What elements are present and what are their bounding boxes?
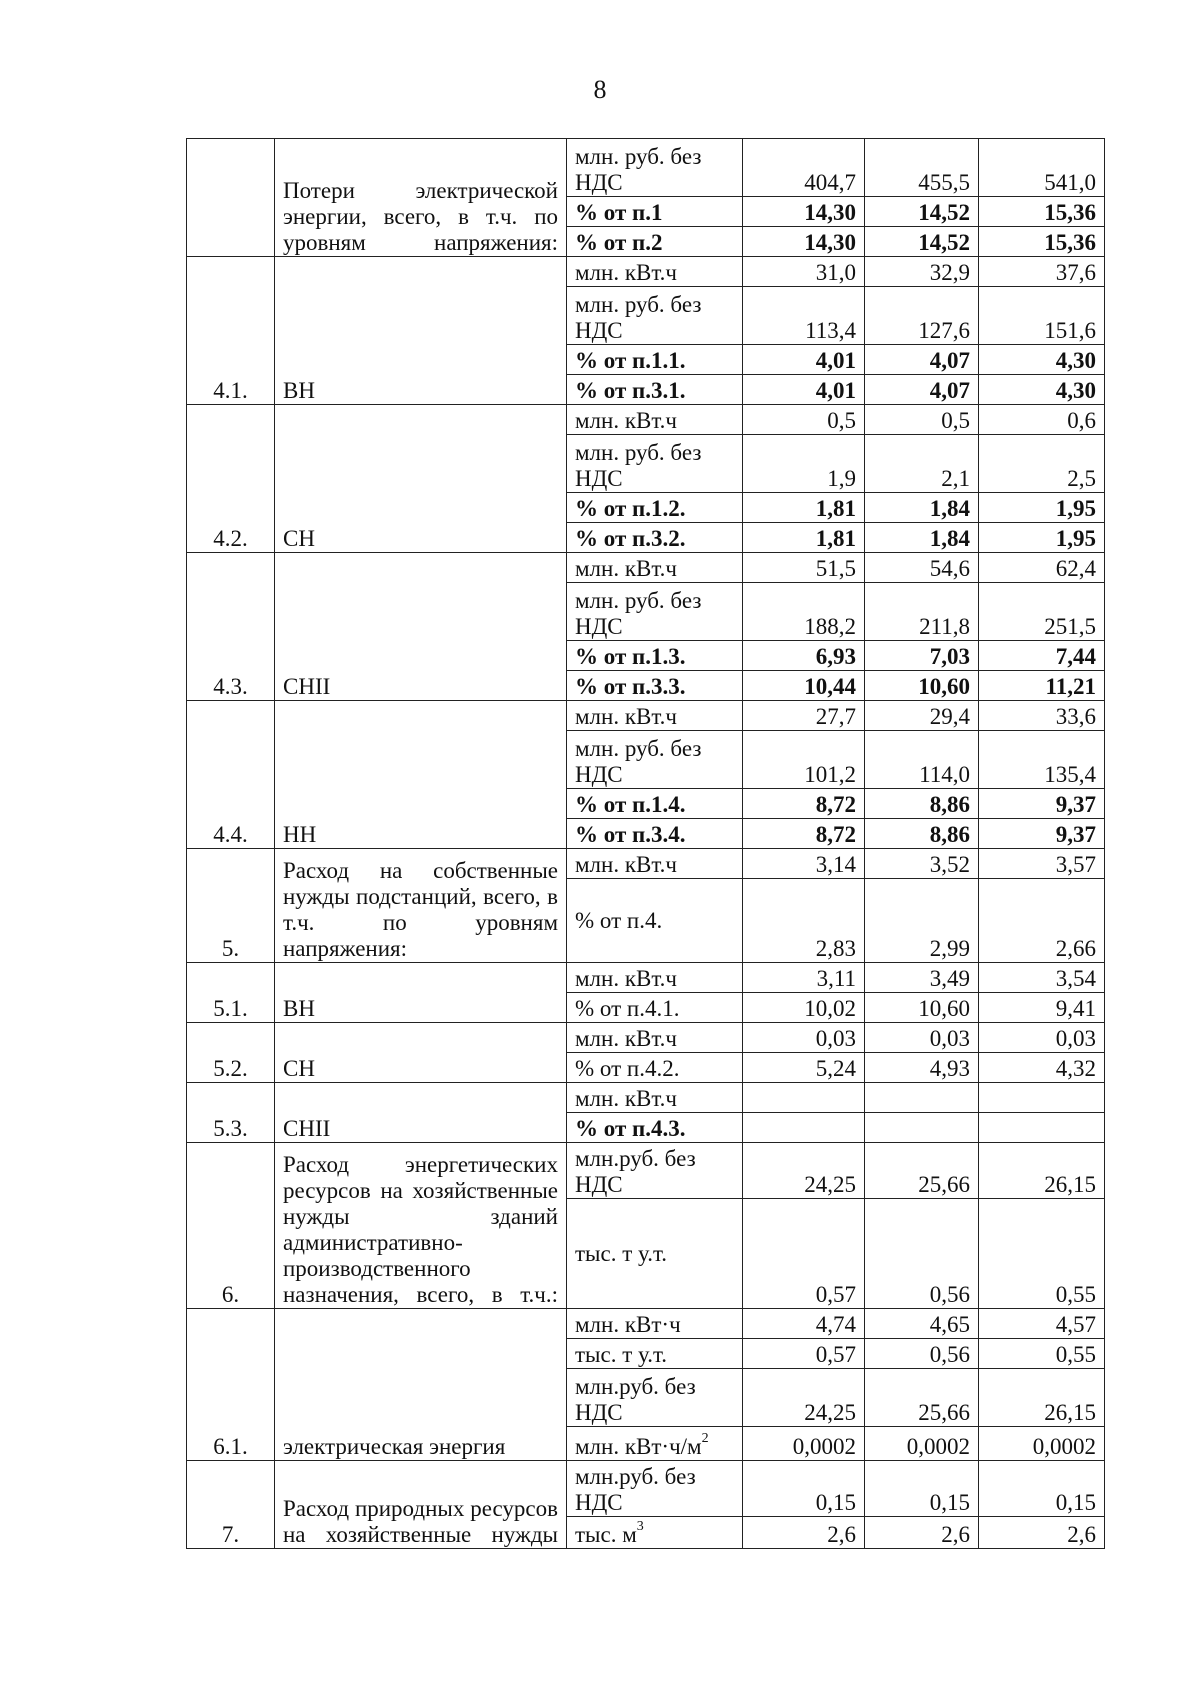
row-name: СНII [275, 1083, 567, 1143]
value-cell: 127,6 [865, 287, 979, 345]
unit-cell: млн. кВт.ч [567, 405, 743, 435]
value-cell: 9,37 [979, 789, 1105, 819]
value-cell: 2,66 [979, 879, 1105, 963]
value-cell: 2,83 [743, 879, 865, 963]
unit-text: млн. кВт·ч/м [575, 1434, 702, 1459]
unit-cell: % от п.4. [567, 879, 743, 963]
table-row [187, 1083, 1105, 1113]
value-cell: 9,41 [979, 993, 1105, 1023]
value-cell: 4,30 [979, 345, 1105, 375]
value-cell: 8,86 [865, 789, 979, 819]
table-row [187, 553, 1105, 583]
value-cell: 2,1 [865, 435, 979, 493]
value-cell: 27,7 [743, 701, 865, 731]
value-cell: 4,93 [865, 1053, 979, 1083]
value-cell: 31,0 [743, 257, 865, 287]
value-cell: 37,6 [979, 257, 1105, 287]
unit-cell: млн. кВт.ч [567, 1083, 743, 1113]
value-cell: 0,56 [865, 1199, 979, 1309]
table-row [187, 849, 1105, 879]
value-cell: 0,6 [979, 405, 1105, 435]
value-cell: 4,01 [743, 375, 865, 405]
unit-cell: млн. руб. без НДС [567, 731, 743, 789]
unit-cell: % от п.4.3. [567, 1113, 743, 1143]
value-cell: 4,32 [979, 1053, 1105, 1083]
value-cell: 33,6 [979, 701, 1105, 731]
row-number: 6.1. [187, 1309, 275, 1461]
unit-cell: % от п.1.3. [567, 641, 743, 671]
row-name: СНII [275, 553, 567, 701]
value-cell: 4,57 [979, 1309, 1105, 1339]
value-cell: 26,15 [979, 1143, 1105, 1199]
value-cell: 51,5 [743, 553, 865, 583]
unit-cell: % от п.1.2. [567, 493, 743, 523]
unit-cell: млн. руб. без НДС [567, 583, 743, 641]
row-name: Расход природных ресурсов на хозяйственные нужды [275, 1461, 567, 1549]
row-name: СН [275, 1023, 567, 1083]
value-cell: 25,66 [865, 1143, 979, 1199]
row-number: 5. [187, 849, 275, 963]
row-name: Потери электрической энергии, всего, в т.ч. по уровням напряжения: [275, 139, 567, 257]
row-name: НН [275, 701, 567, 849]
value-cell: 14,30 [743, 227, 865, 257]
indicators-table [186, 138, 1105, 1549]
value-cell: 14,30 [743, 197, 865, 227]
value-cell: 15,36 [979, 197, 1105, 227]
row-name: электрическая энергия [275, 1309, 567, 1461]
value-cell: 3,54 [979, 963, 1105, 993]
value-cell: 29,4 [865, 701, 979, 731]
row-number [187, 139, 275, 257]
value-cell: 54,6 [865, 553, 979, 583]
row-number: 7. [187, 1461, 275, 1549]
table-row [187, 405, 1105, 435]
page-number: 8 [593, 75, 607, 104]
table-row [187, 1309, 1105, 1339]
value-cell: 4,65 [865, 1309, 979, 1339]
row-number: 4.2. [187, 405, 275, 553]
value-cell: 26,15 [979, 1369, 1105, 1427]
unit-superscript: 2 [701, 1431, 709, 1447]
value-cell: 541,0 [979, 139, 1105, 197]
row-number: 5.1. [187, 963, 275, 1023]
row-number: 4.1. [187, 257, 275, 405]
unit-cell: млн. кВт·ч [567, 1309, 743, 1339]
value-cell: 0,15 [979, 1461, 1105, 1517]
value-cell: 9,37 [979, 819, 1105, 849]
unit-cell [567, 1427, 743, 1461]
value-cell: 14,52 [865, 227, 979, 257]
value-cell: 0,55 [979, 1339, 1105, 1369]
row-name: СН [275, 405, 567, 553]
value-cell: 0,57 [743, 1339, 865, 1369]
row-number: 4.4. [187, 701, 275, 849]
value-cell: 0,55 [979, 1199, 1105, 1309]
value-cell: 5,24 [743, 1053, 865, 1083]
value-cell: 3,14 [743, 849, 865, 879]
value-cell: 3,11 [743, 963, 865, 993]
unit-cell [567, 1517, 743, 1549]
unit-cell: % от п.1 [567, 197, 743, 227]
value-cell: 4,30 [979, 375, 1105, 405]
value-cell: 7,44 [979, 641, 1105, 671]
unit-cell: % от п.3.4. [567, 819, 743, 849]
table-row [187, 139, 1105, 197]
value-cell: 151,6 [979, 287, 1105, 345]
value-cell: 2,99 [865, 879, 979, 963]
value-cell: 188,2 [743, 583, 865, 641]
unit-cell: млн.руб. без НДС [567, 1461, 743, 1517]
unit-cell: млн. кВт.ч [567, 701, 743, 731]
value-cell: 113,4 [743, 287, 865, 345]
unit-cell: млн. руб. без НДС [567, 287, 743, 345]
value-cell: 4,07 [865, 345, 979, 375]
value-cell: 1,81 [743, 523, 865, 553]
table-row [187, 1023, 1105, 1053]
table-row [187, 701, 1105, 731]
value-cell: 455,5 [865, 139, 979, 197]
row-number: 4.3. [187, 553, 275, 701]
value-cell: 24,25 [743, 1369, 865, 1427]
value-cell: 2,5 [979, 435, 1105, 493]
value-cell: 114,0 [865, 731, 979, 789]
value-cell: 3,52 [865, 849, 979, 879]
value-cell: 0,03 [979, 1023, 1105, 1053]
unit-superscript: 3 [636, 1519, 644, 1535]
table-row [187, 1143, 1105, 1199]
value-cell: 10,44 [743, 671, 865, 701]
value-cell: 0,15 [865, 1461, 979, 1517]
value-cell: 8,86 [865, 819, 979, 849]
value-cell: 211,8 [865, 583, 979, 641]
value-cell: 0,5 [865, 405, 979, 435]
unit-cell: % от п.3.3. [567, 671, 743, 701]
row-name: ВН [275, 963, 567, 1023]
table-row [187, 257, 1105, 287]
value-cell: 0,56 [865, 1339, 979, 1369]
value-cell [865, 1083, 979, 1113]
value-cell: 8,72 [743, 789, 865, 819]
value-cell [979, 1083, 1105, 1113]
value-cell: 0,5 [743, 405, 865, 435]
value-cell: 10,60 [865, 671, 979, 701]
unit-cell: % от п.1.4. [567, 789, 743, 819]
value-cell: 404,7 [743, 139, 865, 197]
row-name: ВН [275, 257, 567, 405]
value-cell: 4,74 [743, 1309, 865, 1339]
value-cell: 1,95 [979, 493, 1105, 523]
unit-cell: тыс. т у.т. [567, 1199, 743, 1309]
value-cell: 4,01 [743, 345, 865, 375]
value-cell: 135,4 [979, 731, 1105, 789]
value-cell: 11,21 [979, 671, 1105, 701]
value-cell: 62,4 [979, 553, 1105, 583]
value-cell [979, 1113, 1105, 1143]
value-cell: 6,93 [743, 641, 865, 671]
row-number: 5.3. [187, 1083, 275, 1143]
row-number: 6. [187, 1143, 275, 1309]
value-cell: 2,6 [979, 1517, 1105, 1549]
unit-cell: тыс. т у.т. [567, 1339, 743, 1369]
unit-cell: млн.руб. без НДС [567, 1143, 743, 1199]
table-row [187, 963, 1105, 993]
value-cell [743, 1113, 865, 1143]
value-cell [865, 1113, 979, 1143]
value-cell: 0,0002 [743, 1427, 865, 1461]
value-cell: 0,15 [743, 1461, 865, 1517]
value-cell: 8,72 [743, 819, 865, 849]
value-cell: 2,6 [865, 1517, 979, 1549]
value-cell: 0,0002 [865, 1427, 979, 1461]
unit-cell: % от п.3.1. [567, 375, 743, 405]
value-cell: 1,84 [865, 523, 979, 553]
value-cell: 251,5 [979, 583, 1105, 641]
value-cell: 32,9 [865, 257, 979, 287]
value-cell: 0,03 [743, 1023, 865, 1053]
value-cell: 1,81 [743, 493, 865, 523]
unit-cell: млн. кВт.ч [567, 1023, 743, 1053]
value-cell: 14,52 [865, 197, 979, 227]
unit-cell: млн. кВт.ч [567, 553, 743, 583]
row-name: Расход энергетических ресурсов на хозяйственные нужды зданий административно-производственного назначения, всего, в т.ч.: [275, 1143, 567, 1309]
unit-cell: млн. кВт.ч [567, 849, 743, 879]
unit-cell: % от п.2 [567, 227, 743, 257]
unit-cell: % от п.4.1. [567, 993, 743, 1023]
unit-cell: % от п.4.2. [567, 1053, 743, 1083]
value-cell: 10,02 [743, 993, 865, 1023]
unit-cell: млн. кВт.ч [567, 257, 743, 287]
unit-cell: млн.руб. без НДС [567, 1369, 743, 1427]
row-name: Расход на собственные нужды подстанций, всего, в т.ч. по уровням напряжения: [275, 849, 567, 963]
unit-cell: млн. руб. без НДС [567, 139, 743, 197]
unit-cell: млн. руб. без НДС [567, 435, 743, 493]
value-cell: 0,03 [865, 1023, 979, 1053]
value-cell: 15,36 [979, 227, 1105, 257]
value-cell: 2,6 [743, 1517, 865, 1549]
value-cell: 0,57 [743, 1199, 865, 1309]
row-number: 5.2. [187, 1023, 275, 1083]
value-cell: 25,66 [865, 1369, 979, 1427]
value-cell: 1,84 [865, 493, 979, 523]
value-cell: 0,0002 [979, 1427, 1105, 1461]
unit-cell: млн. кВт.ч [567, 963, 743, 993]
value-cell: 10,60 [865, 993, 979, 1023]
value-cell [743, 1083, 865, 1113]
value-cell: 3,57 [979, 849, 1105, 879]
value-cell: 101,2 [743, 731, 865, 789]
unit-text: тыс. м [575, 1522, 637, 1547]
value-cell: 24,25 [743, 1143, 865, 1199]
table-row [187, 1461, 1105, 1517]
unit-cell: % от п.1.1. [567, 345, 743, 375]
value-cell: 7,03 [865, 641, 979, 671]
value-cell: 3,49 [865, 963, 979, 993]
unit-cell: % от п.3.2. [567, 523, 743, 553]
value-cell: 1,9 [743, 435, 865, 493]
value-cell: 4,07 [865, 375, 979, 405]
value-cell: 1,95 [979, 523, 1105, 553]
